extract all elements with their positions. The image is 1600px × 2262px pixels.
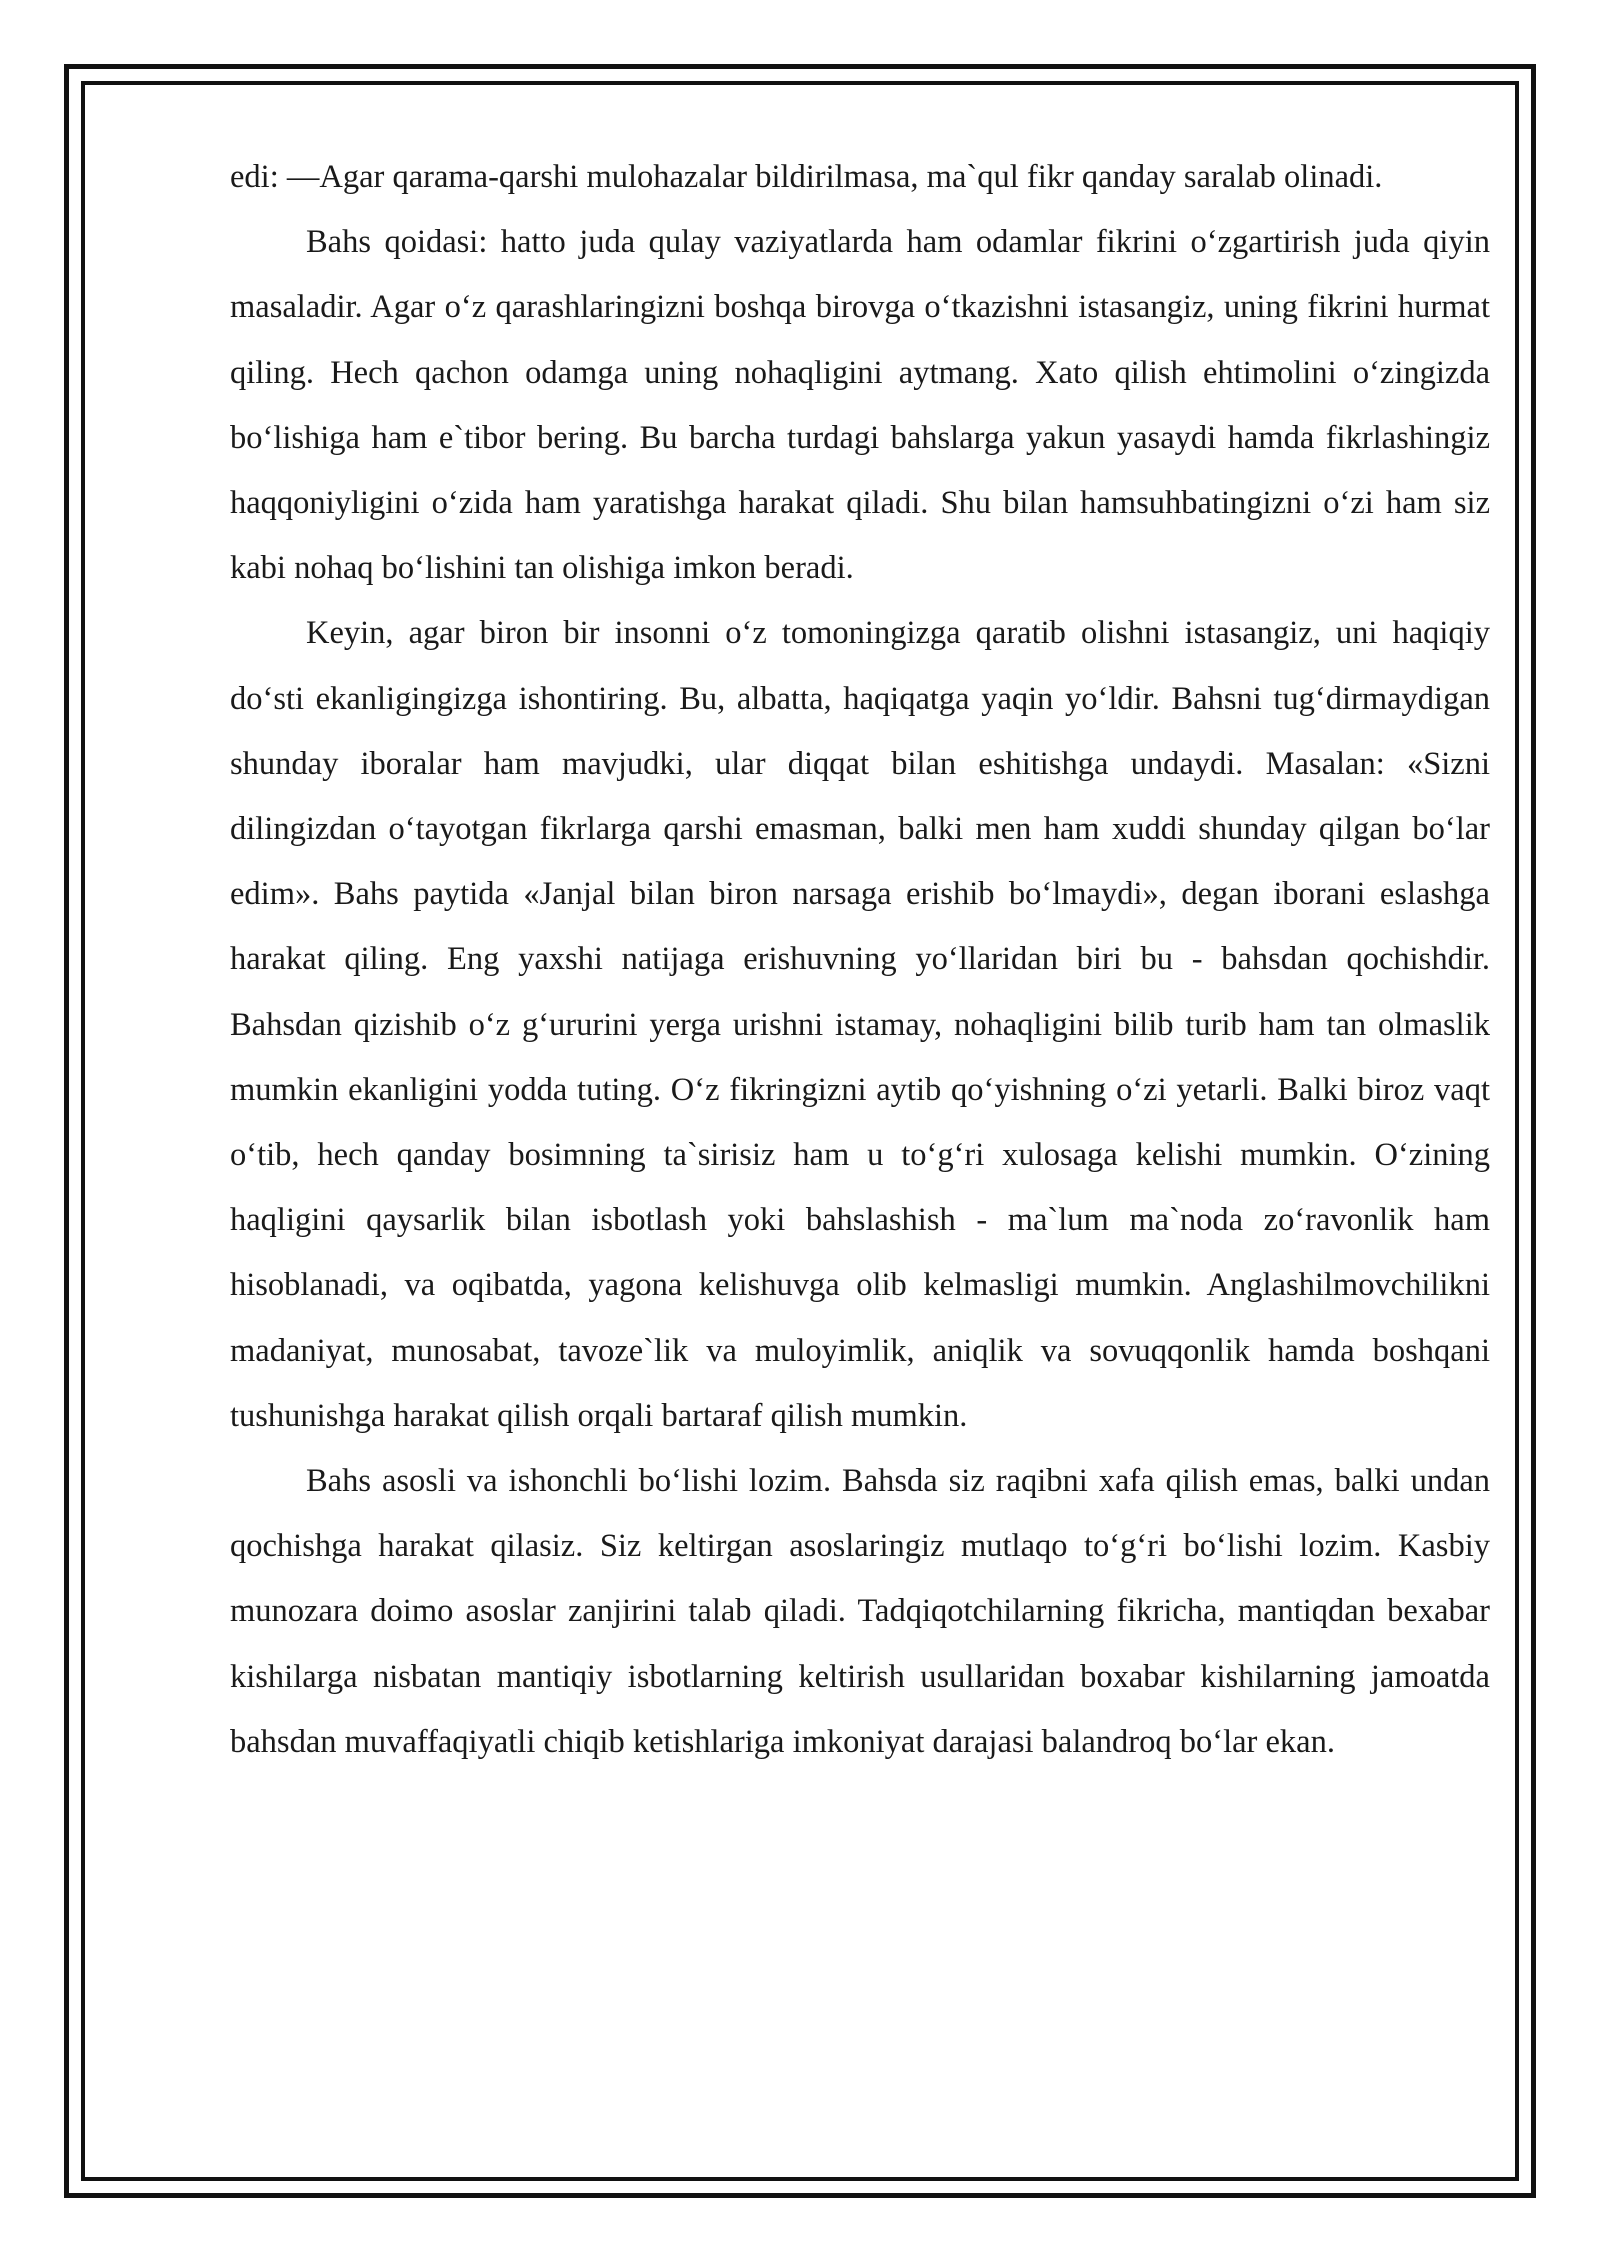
paragraph-4: Bahs asosli va ishonchli bo‘lishi lozim. Bahsda siz raqibni xafa qilish emas, balki undan qochishga harakat qilasiz. Siz keltirgan asoslaringiz mutlaqo to‘g‘ri bo‘lishi lozim. Kasbiy munozara doimo asoslar zanjirini talab qiladi. Tadqiqotchilarning fikricha, mantiqdan bexabar kishilarga nisbatan mantiqiy isbotlarning keltirish usullaridan boxabar kishilarning jamoatda bahsdan muvaffaqiyatli chiqib ketishlariga imkoniyat darajasi balandroq bo‘lar ekan. (230, 1463, 1490, 1760)
paragraph-2: Bahs qoidasi: hatto juda qulay vaziyatlarda ham odamlar fikrini o‘zgartirish juda qiyin masaladir. Agar o‘z qarashlaringizni boshqa birovga o‘tkazishni istasangiz, uning fikrini hurmat qiling. Hech qachon odamga uning nohaqligini aytmang. Xato qilish ehtimolini o‘zingizda bo‘lishiga ham e`tibor bering. Bu barcha turdagi bahslarga yakun yasaydi hamda fikrlashingiz haqqoniyligini o‘zida ham yaratishga harakat qiladi. Shu bilan hamsuhbatingizni o‘zi ham siz kabi nohaq bo‘lishini tan olishiga imkon beradi. (230, 224, 1490, 587)
paragraph-1: edi: —Agar qarama-qarshi mulohazalar bildirilmasa, ma`qul fikr qanday saralab olinadi. (230, 159, 1383, 195)
paragraph-3: Keyin, agar biron bir insonni o‘z tomoningizga qaratib olishni istasangiz, uni haqiqiy do‘sti ekanligingizga ishontiring. Bu, albatta, haqiqatga yaqin yo‘ldir. Bahsni tug‘dirmaydigan shunday iboralar ham mavjudki, ular diqqat bilan eshitishga undaydi. Masalan: «Sizni dilingizdan o‘tayotgan fikrlarga qarshi emasman, balki men ham xuddi shunday qilgan bo‘lar edim». Bahs paytida «Janjal bilan biron narsaga erishib bo‘lmaydi», degan iborani eslashga harakat qiling. Eng yaxshi natijaga erishuvning yo‘llaridan biri bu - bahsdan qochishdir. Bahsdan qizishib o‘z g‘ururini yerga urishni istamay, nohaqligini bilib turib ham tan olmaslik mumkin ekanligini yodda tuting. O‘z fikringizni aytib qo‘yishning o‘zi yetarli. Balki biroz vaqt o‘tib, hech qanday bosimning ta`sirisiz ham u to‘g‘ri xulosaga kelishi mumkin. O‘zining haqligini qaysarlik bilan isbotlash yoki bahslashish - ma`lum ma`noda zo‘ravonlik ham hisoblanadi, va oqibatda, yagona kelishuvga olib kelmasligi mumkin. Anglashilmovchilikni madaniyat, munosabat, tavoze`lik va muloyimlik, aniqlik va sovuqqonlik hamda boshqani tushunishga harakat qilish orqali bartaraf qilish mumkin. (230, 615, 1490, 1434)
document-body (230, 145, 1490, 1775)
